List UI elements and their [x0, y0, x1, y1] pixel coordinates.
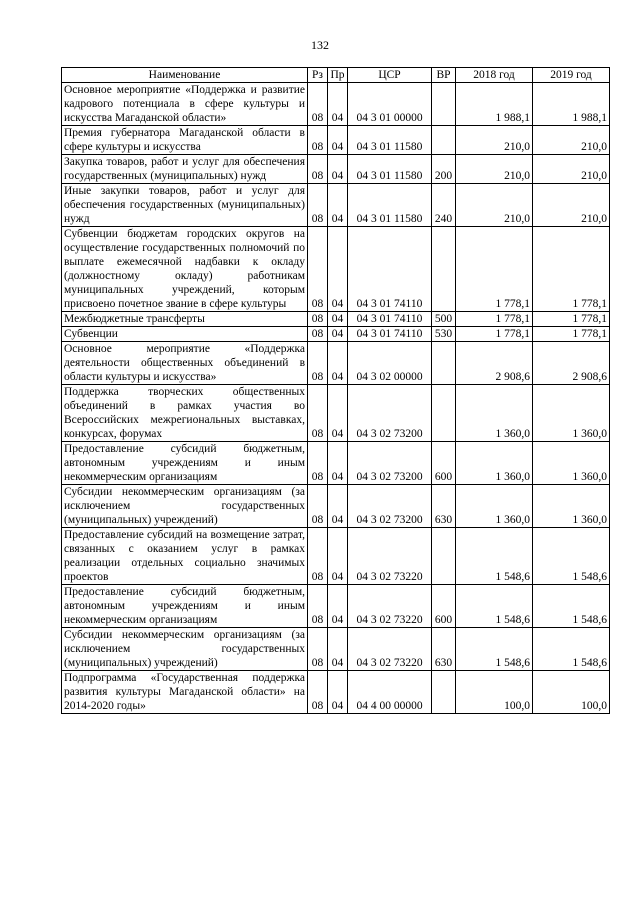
cell-name: Субсидии некоммерческим организациям (за исключением государственных (муниципальных) учреждений) — [62, 485, 308, 528]
cell-rz: 08 — [308, 155, 328, 184]
cell-pr: 04 — [328, 327, 348, 342]
cell-pr: 04 — [328, 485, 348, 528]
cell-rz: 08 — [308, 327, 328, 342]
cell-vr: 600 — [432, 585, 456, 628]
cell-2018: 1 778,1 — [456, 312, 533, 327]
cell-csr: 04 3 01 74110 — [348, 227, 432, 312]
cell-csr: 04 3 01 11580 — [348, 155, 432, 184]
cell-2019: 2 908,6 — [533, 342, 610, 385]
table-row — [62, 83, 610, 126]
cell-vr: 630 — [432, 485, 456, 528]
cell-csr: 04 3 02 73220 — [348, 585, 432, 628]
header-csr: ЦСР — [348, 68, 432, 83]
cell-2019: 1 778,1 — [533, 227, 610, 312]
cell-csr: 04 3 02 73200 — [348, 485, 432, 528]
header-2018: 2018 год — [456, 68, 533, 83]
cell-pr: 04 — [328, 227, 348, 312]
cell-2019: 100,0 — [533, 671, 610, 714]
cell-name: Субвенции — [62, 327, 308, 342]
cell-vr — [432, 83, 456, 126]
cell-2018: 1 360,0 — [456, 385, 533, 442]
table-row — [62, 312, 610, 327]
cell-pr: 04 — [328, 442, 348, 485]
cell-2019: 1 988,1 — [533, 83, 610, 126]
cell-pr: 04 — [328, 83, 348, 126]
cell-rz: 08 — [308, 442, 328, 485]
cell-name: Подпрограмма «Государственная поддержка развития культуры Магаданской области» на 2014-2020 годы» — [62, 671, 308, 714]
cell-name: Закупка товаров, работ и услуг для обеспечения государственных (муниципальных) нужд — [62, 155, 308, 184]
cell-2019: 1 548,6 — [533, 528, 610, 585]
cell-csr: 04 3 01 11580 — [348, 126, 432, 155]
cell-name: Субвенции бюджетам городских округов на осуществление государственных полномочий по выплате ежемесячной надбавки к окладу (должностному окладу) работникам муниципальных учреждений, которым присвоено почетное звание в сфере культуры — [62, 227, 308, 312]
cell-rz: 08 — [308, 671, 328, 714]
cell-name: Межбюджетные трансферты — [62, 312, 308, 327]
table-row — [62, 342, 610, 385]
page-number: 132 — [311, 38, 329, 52]
cell-name: Основное мероприятие «Поддержка деятельности общественных объединений в области культуры и искусства» — [62, 342, 308, 385]
cell-2018: 1 778,1 — [456, 227, 533, 312]
cell-2018: 1 548,6 — [456, 628, 533, 671]
table-row — [62, 126, 610, 155]
cell-2019: 210,0 — [533, 184, 610, 227]
cell-2018: 100,0 — [456, 671, 533, 714]
cell-csr: 04 3 01 11580 — [348, 184, 432, 227]
table-row — [62, 184, 610, 227]
cell-name: Премия губернатора Магаданской области в сфере культуры и искусства — [62, 126, 308, 155]
cell-2018: 2 908,6 — [456, 342, 533, 385]
cell-pr: 04 — [328, 126, 348, 155]
cell-rz: 08 — [308, 628, 328, 671]
cell-name: Предоставление субсидий на возмещение затрат, связанных с оказанием услуг в рамках реализации отдельных социально значимых проектов — [62, 528, 308, 585]
table-row — [62, 585, 610, 628]
cell-rz: 08 — [308, 528, 328, 585]
table-row — [62, 485, 610, 528]
cell-2018: 210,0 — [456, 126, 533, 155]
header-2019: 2019 год — [533, 68, 610, 83]
cell-csr: 04 3 01 00000 — [348, 83, 432, 126]
cell-csr: 04 3 02 00000 — [348, 342, 432, 385]
cell-2018: 1 988,1 — [456, 83, 533, 126]
cell-2018: 1 548,6 — [456, 528, 533, 585]
cell-vr: 200 — [432, 155, 456, 184]
cell-rz: 08 — [308, 83, 328, 126]
cell-vr: 500 — [432, 312, 456, 327]
cell-vr: 600 — [432, 442, 456, 485]
cell-name: Субсидии некоммерческим организациям (за исключением государственных (муниципальных) учреждений) — [62, 628, 308, 671]
table-row — [62, 385, 610, 442]
cell-pr: 04 — [328, 671, 348, 714]
cell-rz: 08 — [308, 126, 328, 155]
cell-vr — [432, 528, 456, 585]
cell-2019: 210,0 — [533, 155, 610, 184]
cell-vr: 240 — [432, 184, 456, 227]
cell-vr — [432, 671, 456, 714]
cell-csr: 04 3 02 73200 — [348, 442, 432, 485]
cell-2019: 1 778,1 — [533, 312, 610, 327]
header-pr: Пр — [328, 68, 348, 83]
cell-csr: 04 3 01 74110 — [348, 312, 432, 327]
header-rz: Рз — [308, 68, 328, 83]
table-row — [62, 528, 610, 585]
cell-2019: 1 778,1 — [533, 327, 610, 342]
table-row — [62, 628, 610, 671]
cell-2018: 1 548,6 — [456, 585, 533, 628]
cell-pr: 04 — [328, 342, 348, 385]
cell-vr — [432, 227, 456, 312]
header-vr: ВР — [432, 68, 456, 83]
cell-csr: 04 3 02 73200 — [348, 385, 432, 442]
cell-rz: 08 — [308, 485, 328, 528]
cell-2018: 210,0 — [456, 184, 533, 227]
cell-pr: 04 — [328, 528, 348, 585]
cell-2019: 210,0 — [533, 126, 610, 155]
cell-name: Поддержка творческих общественных объединений в рамках участия во Всероссийских межрегиональных выставках, конкурсах, форумах — [62, 385, 308, 442]
cell-pr: 04 — [328, 184, 348, 227]
cell-vr: 630 — [432, 628, 456, 671]
cell-2019: 1 360,0 — [533, 485, 610, 528]
cell-csr: 04 4 00 00000 — [348, 671, 432, 714]
cell-pr: 04 — [328, 312, 348, 327]
cell-rz: 08 — [308, 227, 328, 312]
cell-2018: 210,0 — [456, 155, 533, 184]
cell-vr — [432, 126, 456, 155]
table-row — [62, 671, 610, 714]
cell-2019: 1 360,0 — [533, 442, 610, 485]
cell-rz: 08 — [308, 385, 328, 442]
cell-2019: 1 548,6 — [533, 585, 610, 628]
header-name: Наименование — [62, 68, 308, 83]
cell-pr: 04 — [328, 155, 348, 184]
table-row — [62, 155, 610, 184]
cell-vr — [432, 385, 456, 442]
cell-csr: 04 3 02 73220 — [348, 628, 432, 671]
cell-2019: 1 548,6 — [533, 628, 610, 671]
cell-csr: 04 3 02 73220 — [348, 528, 432, 585]
cell-vr: 530 — [432, 327, 456, 342]
cell-2018: 1 778,1 — [456, 327, 533, 342]
table-row — [62, 327, 610, 342]
cell-rz: 08 — [308, 342, 328, 385]
table-header-row — [62, 68, 610, 83]
cell-name: Предоставление субсидий бюджетным, автономным учреждениям и иным некоммерческим организациям — [62, 585, 308, 628]
cell-2018: 1 360,0 — [456, 442, 533, 485]
cell-name: Основное мероприятие «Поддержка и развитие кадрового потенциала в сфере культуры и искусства Магаданской области» — [62, 83, 308, 126]
cell-rz: 08 — [308, 184, 328, 227]
table-row — [62, 227, 610, 312]
cell-2018: 1 360,0 — [456, 485, 533, 528]
budget-table — [61, 67, 610, 714]
cell-pr: 04 — [328, 385, 348, 442]
cell-csr: 04 3 01 74110 — [348, 327, 432, 342]
cell-pr: 04 — [328, 585, 348, 628]
cell-2019: 1 360,0 — [533, 385, 610, 442]
cell-vr — [432, 342, 456, 385]
table-row — [62, 442, 610, 485]
cell-name: Предоставление субсидий бюджетным, автономным учреждениям и иным некоммерческим организациям — [62, 442, 308, 485]
cell-rz: 08 — [308, 312, 328, 327]
cell-rz: 08 — [308, 585, 328, 628]
cell-name: Иные закупки товаров, работ и услуг для обеспечения государственных (муниципальных) нужд — [62, 184, 308, 227]
cell-pr: 04 — [328, 628, 348, 671]
